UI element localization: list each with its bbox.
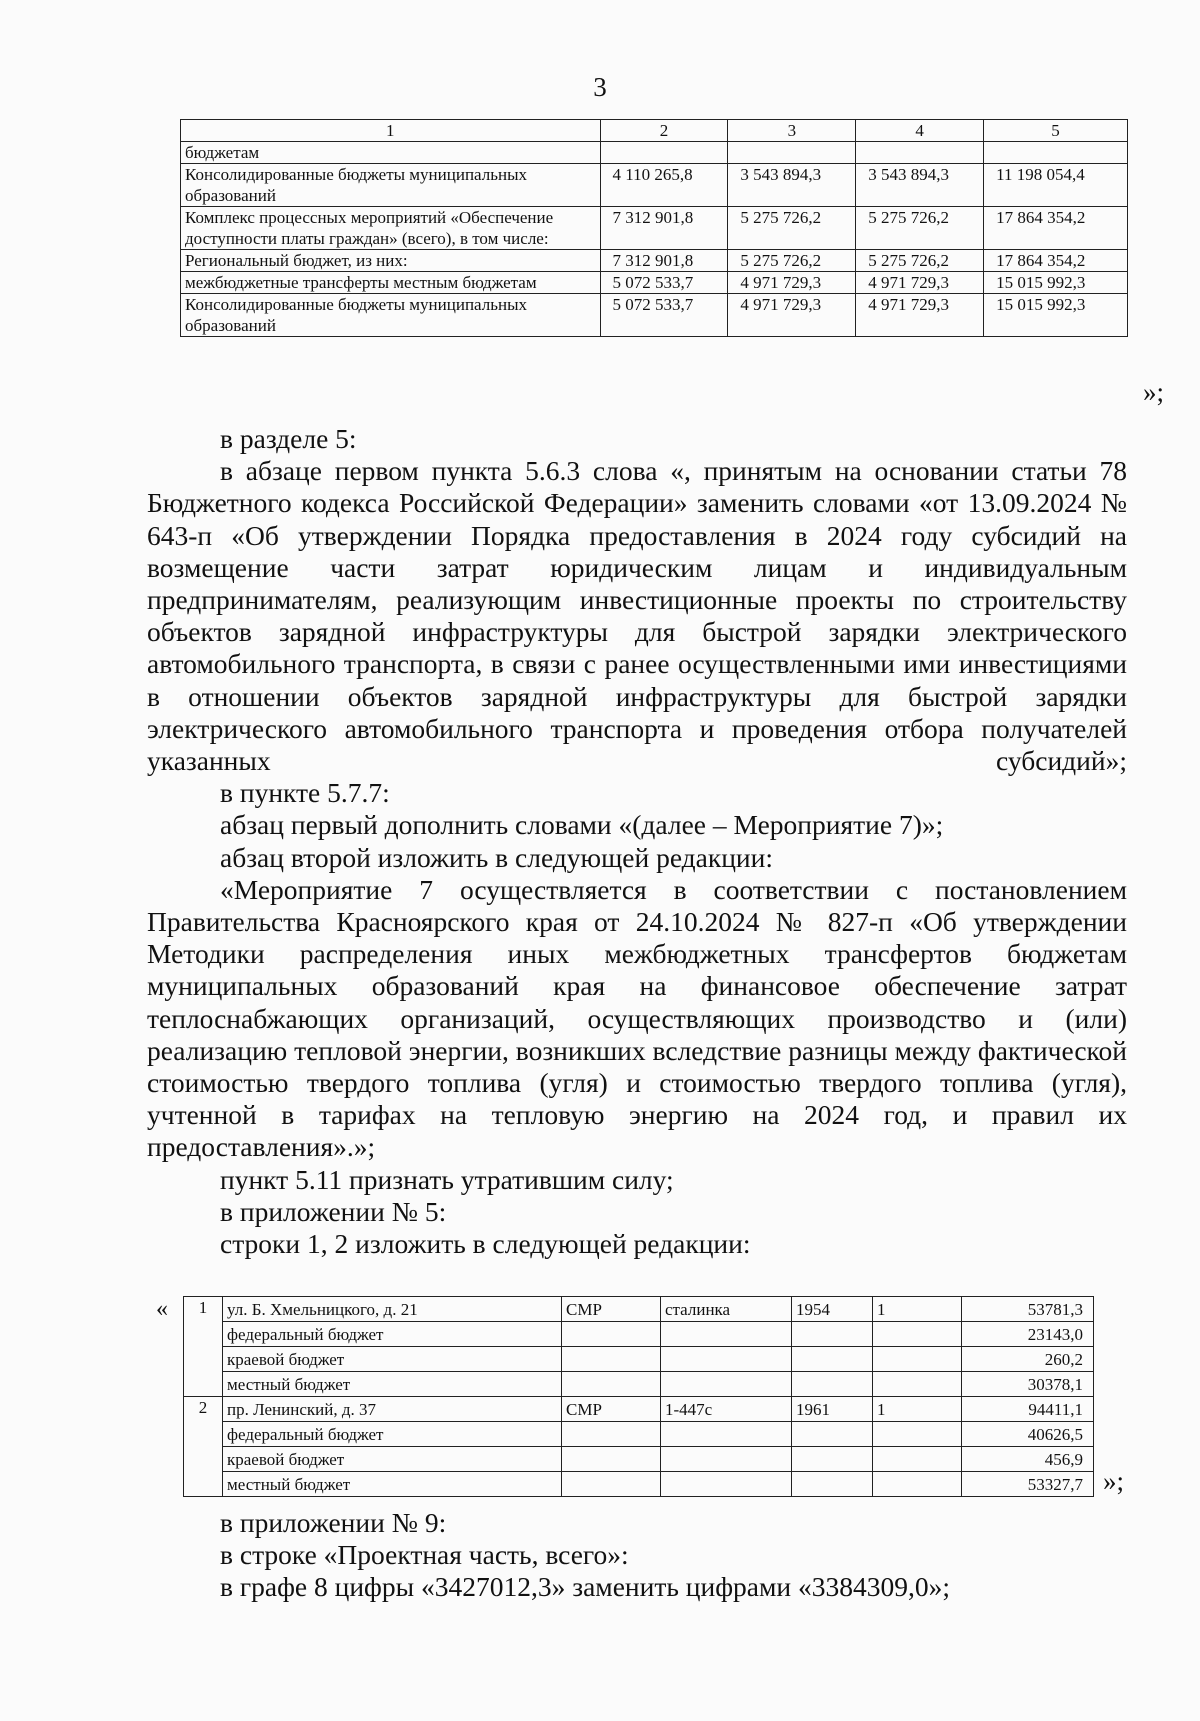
amount-cell: 17 864 354,2	[984, 207, 1128, 250]
work-type-cell	[562, 1422, 661, 1447]
count-cell	[873, 1422, 962, 1447]
amount-cell	[600, 142, 728, 164]
table-row	[181, 294, 1128, 337]
table-row	[181, 164, 1128, 207]
amount-cell	[856, 142, 984, 164]
amount-cell: 7 312 901,8	[600, 207, 728, 250]
address-or-source-cell: федеральный бюджет	[223, 1322, 562, 1347]
year-cell	[792, 1322, 873, 1347]
amount-cell: 5 275 726,2	[856, 250, 984, 272]
amount-cell: 3 543 894,3	[728, 164, 856, 207]
table-row	[181, 142, 1128, 164]
amount-cell: 7 312 901,8	[600, 250, 728, 272]
count-cell: 1	[873, 1397, 962, 1422]
count-cell	[873, 1447, 962, 1472]
year-cell: 1954	[792, 1297, 873, 1322]
count-cell	[873, 1372, 962, 1397]
amount-cell: 4 971 729,3	[856, 272, 984, 294]
column-number-cell: 5	[984, 120, 1128, 142]
amount-cell	[984, 142, 1128, 164]
instruction-line: пункт 5.11 признать утратившим силу;	[220, 1163, 674, 1195]
count-cell	[873, 1322, 962, 1347]
building-series-cell	[661, 1472, 792, 1497]
column-number-cell: 2	[600, 120, 728, 142]
table-row	[184, 1297, 1094, 1322]
instruction-line: строки 1, 2 изложить в следующей редакции:	[220, 1228, 751, 1260]
amount-cell: 5 072 533,7	[600, 294, 728, 337]
row-label-cell: Консолидированные бюджеты муниципальных образований	[181, 294, 601, 337]
work-type-cell	[562, 1347, 661, 1372]
work-type-cell	[562, 1322, 661, 1347]
sum-cell: 23143,0	[962, 1322, 1094, 1347]
table-row	[181, 250, 1128, 272]
table-row	[181, 207, 1128, 250]
address-or-source-cell: местный бюджет	[223, 1472, 562, 1497]
building-series-cell: 1-447с	[661, 1397, 792, 1422]
amount-cell: 5 275 726,2	[856, 207, 984, 250]
instruction-line: в приложении № 5:	[220, 1195, 447, 1227]
sum-cell: 53781,3	[962, 1297, 1094, 1322]
column-number-cell: 1	[181, 120, 601, 142]
instruction-line: в графе 8 цифры «3427012,3» заменить цифрами «3384309,0»;	[220, 1571, 950, 1603]
address-or-source-cell: ул. Б. Хмельницкого, д. 21	[223, 1297, 562, 1322]
building-series-cell	[661, 1372, 792, 1397]
count-cell	[873, 1472, 962, 1497]
budget-table	[180, 119, 1128, 337]
row-number-cell: 2	[184, 1397, 223, 1497]
table-row	[184, 1422, 1094, 1447]
count-cell: 1	[873, 1297, 962, 1322]
work-type-cell	[562, 1372, 661, 1397]
row-label-cell: бюджетам	[181, 142, 601, 164]
table-row	[181, 272, 1128, 294]
amendment-text-section5	[147, 423, 1127, 1260]
table-header-row	[181, 120, 1128, 142]
building-series-cell	[661, 1322, 792, 1347]
amount-cell: 5 072 533,7	[600, 272, 728, 294]
instruction-line: абзац первый дополнить словами «(далее – Мероприятие 7)»;	[220, 809, 944, 841]
address-or-source-cell: пр. Ленинский, д. 37	[223, 1397, 562, 1422]
building-series-cell	[661, 1422, 792, 1447]
amount-cell: 4 971 729,3	[728, 294, 856, 337]
address-or-source-cell: краевой бюджет	[223, 1347, 562, 1372]
sum-cell: 456,9	[962, 1447, 1094, 1472]
column-number-cell: 4	[856, 120, 984, 142]
appendix5-rows-table	[183, 1296, 1094, 1497]
amount-cell: 17 864 354,2	[984, 250, 1128, 272]
work-type-cell: СМР	[562, 1297, 661, 1322]
amount-cell	[728, 142, 856, 164]
table-row	[184, 1347, 1094, 1372]
amount-cell: 3 543 894,3	[856, 164, 984, 207]
instruction-line: в строке «Проектная часть, всего»:	[220, 1539, 629, 1571]
amount-cell: 15 015 992,3	[984, 272, 1128, 294]
instruction-line: в разделе 5:	[220, 423, 357, 454]
instruction-line: в приложении № 9:	[220, 1507, 447, 1538]
work-type-cell: СМР	[562, 1397, 661, 1422]
sum-cell: 53327,7	[962, 1472, 1094, 1497]
sum-cell: 40626,5	[962, 1422, 1094, 1447]
address-or-source-cell: местный бюджет	[223, 1372, 562, 1397]
amount-cell: 4 110 265,8	[600, 164, 728, 207]
amount-cell: 5 275 726,2	[728, 207, 856, 250]
year-cell	[792, 1472, 873, 1497]
work-type-cell	[562, 1472, 661, 1497]
page-number: 3	[593, 72, 607, 102]
amendment-text-appendix9	[147, 1507, 1127, 1604]
address-or-source-cell: краевой бюджет	[223, 1447, 562, 1472]
sum-cell: 30378,1	[962, 1372, 1094, 1397]
amount-cell: 5 275 726,2	[728, 250, 856, 272]
instruction-line: в пункте 5.7.7:	[220, 777, 390, 809]
row-number-cell: 1	[184, 1297, 223, 1397]
table1-close-quote: »;	[1143, 377, 1165, 407]
count-cell	[873, 1347, 962, 1372]
sum-cell: 94411,1	[962, 1397, 1094, 1422]
year-cell	[792, 1447, 873, 1472]
body-paragraph: «Мероприятие 7 осуществляется в соответствии с постановлением Правительства Красноярского края от 24.10.2024 № 827-п «Об утверждении Методики распределения иных межбюджетных трансфертов бюджетам муниципальных образований края на финансовое обеспечение затрат теплоснабжающих организаций, осуществляющих производство и (или) реализацию тепловой энергии, возникших вследствие разницы между фактической стоимостью твердого топлива (угля) и стоимостью твердого топлива (угля), учтенной в тарифах на тепловую энергию на 2024 год, и правил их предоставления».»;	[147, 873, 1127, 1163]
year-cell	[792, 1347, 873, 1372]
table-row	[184, 1447, 1094, 1472]
year-cell	[792, 1422, 873, 1447]
year-cell: 1961	[792, 1397, 873, 1422]
building-series-cell: сталинка	[661, 1297, 792, 1322]
amount-cell: 4 971 729,3	[856, 294, 984, 337]
table-row	[184, 1372, 1094, 1397]
table2-open-quote: «	[156, 1296, 168, 1322]
amount-cell: 4 971 729,3	[728, 272, 856, 294]
instruction-line: абзац второй изложить в следующей редакции:	[220, 841, 774, 873]
row-label-cell: Региональный бюджет, из них:	[181, 250, 601, 272]
table2-close-quote: »;	[1103, 1466, 1125, 1496]
sum-cell: 260,2	[962, 1347, 1094, 1372]
amount-cell: 11 198 054,4	[984, 164, 1128, 207]
building-series-cell	[661, 1447, 792, 1472]
address-or-source-cell: федеральный бюджет	[223, 1422, 562, 1447]
row-label-cell: Комплекс процессных мероприятий «Обеспечение доступности платы граждан» (всего), в том числе:	[181, 207, 601, 250]
column-number-cell: 3	[728, 120, 856, 142]
body-paragraph: в абзаце первом пункта 5.6.3 слова «, принятым на основании статьи 78 Бюджетного кодекса Российской Федерации» заменить словами «от 13.09.2024 № 643-п «Об утверждении Порядка предоставления в 2024 году субсидий на возмещение части затрат юридическим лицам и индивидуальным предпринимателям, реализующим инвестиционные проекты по строительству объектов зарядной инфраструктуры для быстрой зарядки электрического автомобильного транспорта, в связи с ранее осуществленными ими инвестициями в отношении объектов зарядной инфраструктуры для быстрой зарядки электрического автомобильного транспорта и проведения отбора получателей указанных субсидий»;	[147, 455, 1127, 777]
amount-cell: 15 015 992,3	[984, 294, 1128, 337]
table-row	[184, 1472, 1094, 1497]
work-type-cell	[562, 1447, 661, 1472]
table-row	[184, 1397, 1094, 1422]
row-label-cell: межбюджетные трансферты местным бюджетам	[181, 272, 601, 294]
row-label-cell: Консолидированные бюджеты муниципальных образований	[181, 164, 601, 207]
year-cell	[792, 1372, 873, 1397]
table-row	[184, 1322, 1094, 1347]
building-series-cell	[661, 1347, 792, 1372]
